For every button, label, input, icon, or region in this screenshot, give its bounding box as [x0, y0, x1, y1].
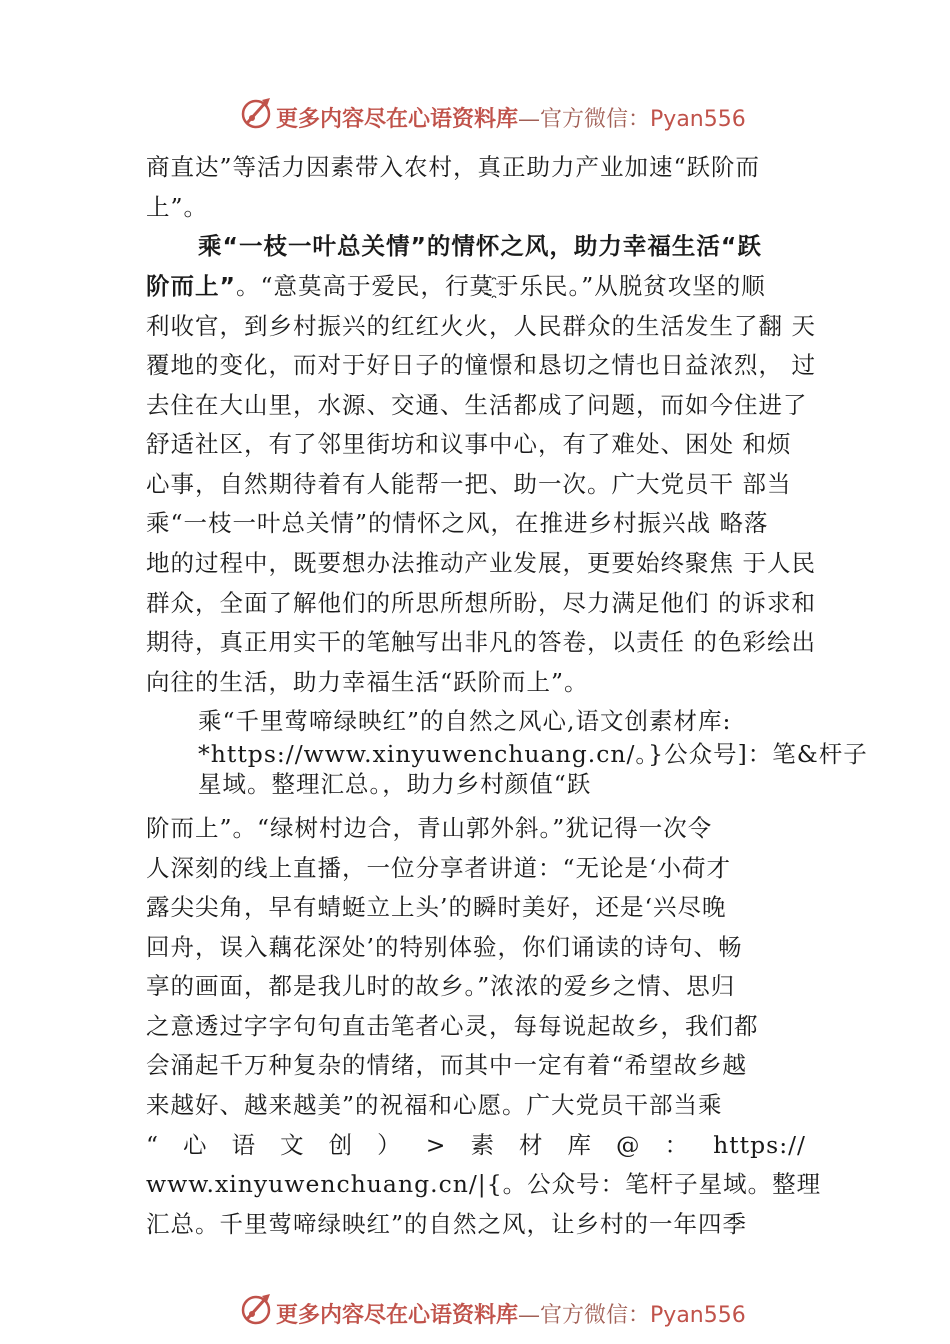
text-line: 会涌起千万种复杂的情绪，而其中一定有着“希望故乡越 — [146, 1051, 748, 1079]
text-line: 去住在大山里，水源、交通、生活都成了问题，而如今住进了 — [146, 391, 808, 419]
paragraph-heading-end: 阶而上” — [146, 272, 236, 300]
text-line: 舒适社区，有了邻里街坊和议事中心，有了难处、困处 和烦 — [146, 430, 792, 458]
paragraph-heading: 乘“一枝一叶总关情”的情怀之风，助力幸福生活“跃 — [198, 232, 762, 260]
text-line: 期待，真正用实干的笔触写出非凡的答卷，以责任 的色彩绘出 — [146, 628, 816, 656]
text-line: 回舟，误入藕花深处’的特别体验，你们诵读的诗句、畅 — [146, 933, 743, 961]
text-line: 人深刻的线上直播，一位分享者讲道：“无论是‘小荷才 — [146, 854, 731, 882]
text-line-justified: “ 心 语 文 创 ） > 素 材 库 @ ： https:// — [146, 1131, 806, 1159]
text-line: 向往的生活，助力幸福生活“跃阶而上”。 — [146, 668, 589, 696]
brush-logo-icon — [240, 96, 274, 130]
text-line: 利收官，到乡村振兴的红红火火，人民群众的生活发生了翻 天 — [146, 312, 816, 340]
text-line: 群众，全面了解他们的所思所想所盼，尽力满足他们 的诉求和 — [146, 589, 816, 617]
text-line: 乘“千里莺啼绿映红”的自然之风心,语文创素材库: — [198, 707, 732, 735]
text-line: 阶而上”。“绿树村边合，青山郭外斜。”犹记得一次令 — [146, 814, 713, 842]
brush-logo-icon — [240, 1292, 274, 1326]
text-line: *https://www.xinyuwenchuang.cn/。}公众号]：笔&杆子 — [198, 740, 868, 768]
text-line: 覆地的变化，而对于好日子的憧憬和恳切之情也日益浓烈， 过 — [146, 351, 816, 379]
text-line: 阶而上”。“意莫高于爱民，行莫҈于乐民。”从脱贫攻坚的顺 — [146, 272, 766, 300]
text-line: 地的过程中，既要想办法推动产业发展，更要始终聚焦 于人民 — [146, 549, 816, 577]
text-line: 心事，自然期待着有人能帮一把、助一次。广大党员干 部当 — [146, 470, 792, 498]
text-line: 之意透过字字句句直击笔者心灵，每每说起故乡，我们都 — [146, 1012, 759, 1040]
text-line: 汇总。千里莺啼绿映红”的自然之风，让乡村的一年四季 — [146, 1210, 748, 1238]
text-line: 商直达”等活力因素带入农村，真正助力产业加速“跃阶而 — [146, 153, 761, 181]
footer-text: 更多内容尽在心语资料库—官方微信：Pyan556 — [276, 1302, 746, 1328]
text-line: 上”。 — [146, 193, 209, 221]
text-line: 享的画面，都是我儿时的故乡。”浓浓的爱乡之情、思归 — [146, 972, 736, 1000]
text-line: 星域。整理汇总。，助力乡村颜值“跃 — [198, 770, 592, 798]
text-line: 乘“一枝一叶总关情”的情怀之风，在推进乡村振兴战 略落 — [146, 509, 769, 537]
text-line: www.xinyuwenchuang.cn/|{。公众号：笔杆子星域。整理 — [146, 1170, 822, 1198]
header-banner — [0, 96, 950, 136]
footer-banner — [0, 1292, 950, 1332]
header-text: 更多内容尽在心语资料库—官方微信：Pyan556 — [276, 106, 746, 132]
text-line: 来越好、越来越美”的祝福和心愿。广大党员干部当乘 — [146, 1091, 723, 1119]
text-line: 露尖尖角，早有蜻蜓立上头’的瞬时美好，还是‘兴尽晚 — [146, 893, 727, 921]
